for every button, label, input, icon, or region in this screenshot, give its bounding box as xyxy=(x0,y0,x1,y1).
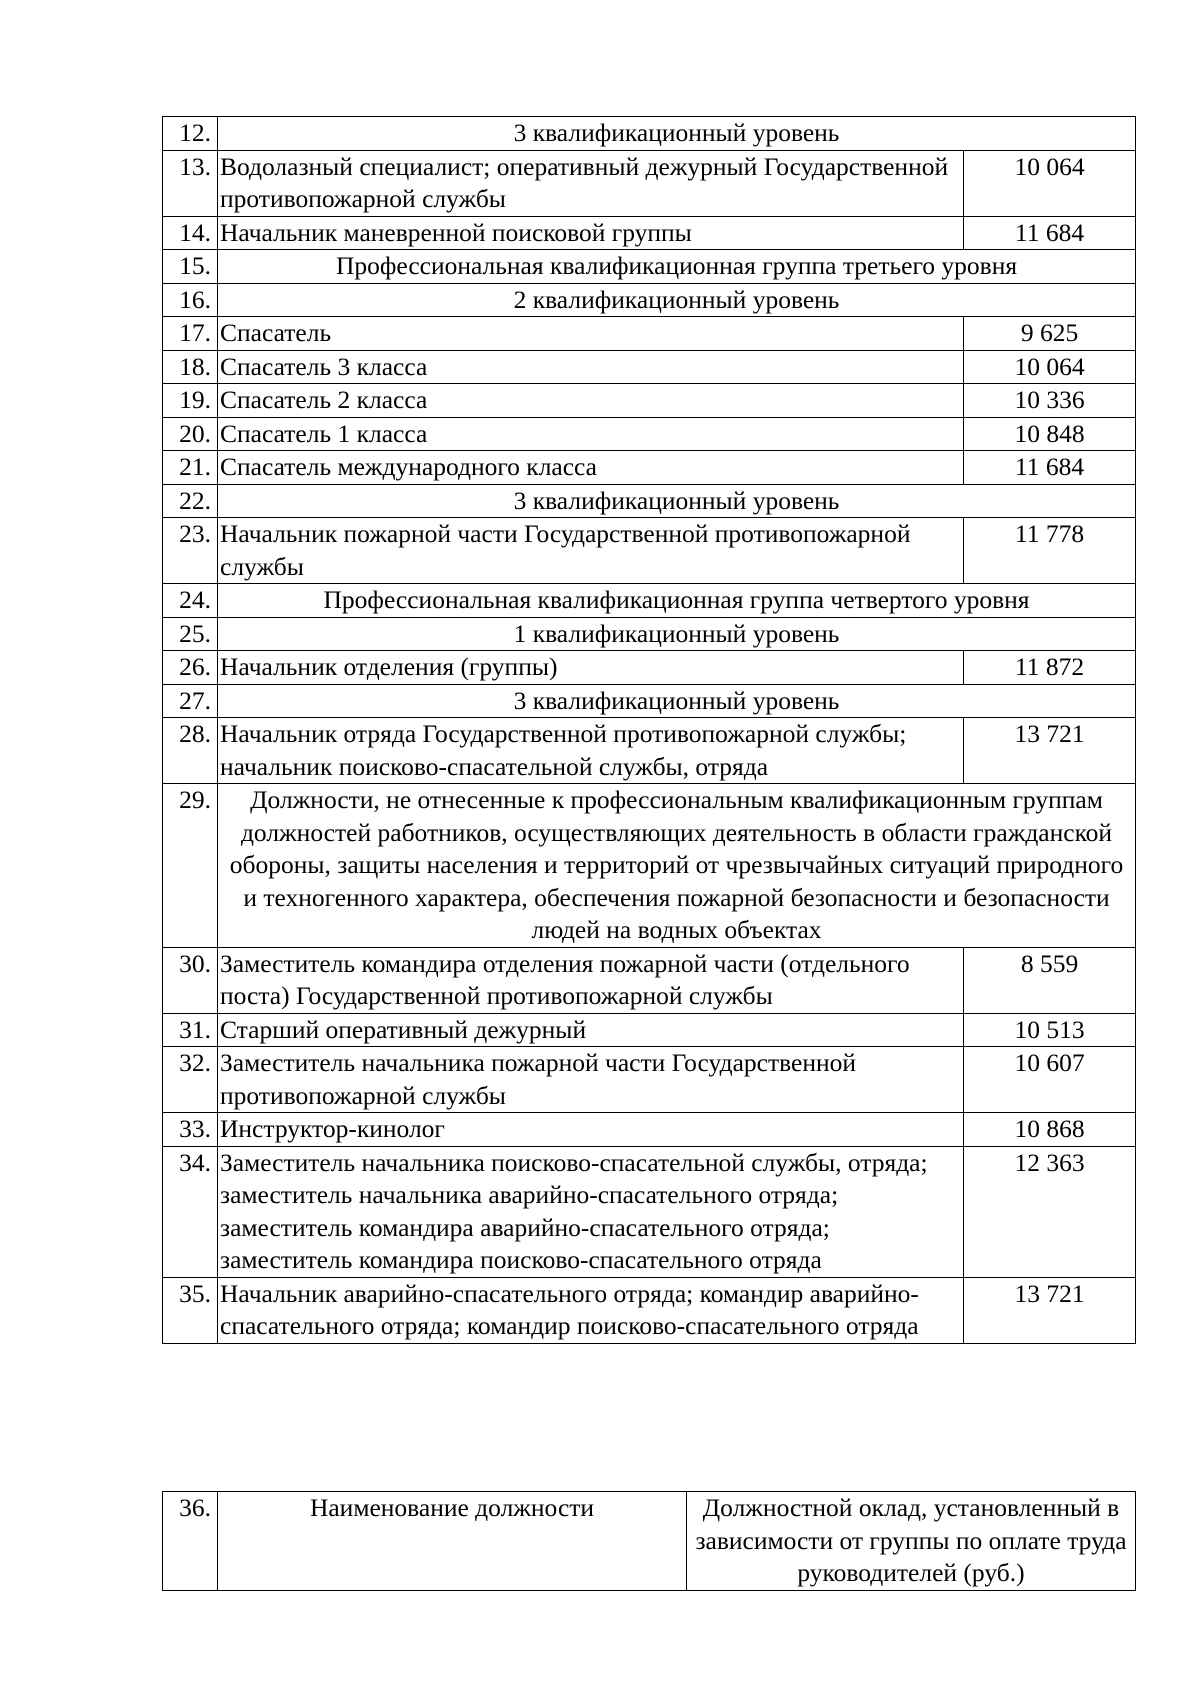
row-number: 15. xyxy=(163,250,218,284)
qualification-heading: 2 квалификационный уровень xyxy=(218,283,1136,317)
position-name: Спасатель 3 класса xyxy=(218,350,964,384)
position-name: Заместитель командира отделения пожарной части (отдельного поста) Государственной противопожарной службы xyxy=(218,947,964,1013)
salary-value: 13 721 xyxy=(964,1277,1136,1343)
row-number: 32. xyxy=(163,1047,218,1113)
position-name: Спасатель международного класса xyxy=(218,451,964,485)
group-header-row xyxy=(163,484,1136,518)
qualification-heading: Профессиональная квалификационная группа четвертого уровня xyxy=(218,584,1136,618)
row-number: 36. xyxy=(163,1492,218,1591)
position-name: Заместитель начальника поисково-спасательной службы, отряда; заместитель начальника аварийно-спасательного отряда; заместитель командира аварийно-спасательного отряда; заместитель командира поисково-спасательного отряда xyxy=(218,1146,964,1277)
position-name: Инструктор-кинолог xyxy=(218,1113,964,1147)
salary-value: 11 872 xyxy=(964,651,1136,685)
salary-value: 11 684 xyxy=(964,451,1136,485)
row-number: 35. xyxy=(163,1277,218,1343)
position-name: Начальник аварийно-спасательного отряда; командир аварийно-спасательного отряда; командир поисково-спасательного отряда xyxy=(218,1277,964,1343)
row-number: 30. xyxy=(163,947,218,1013)
group-header-row xyxy=(163,117,1136,151)
salary-value: 10 513 xyxy=(964,1013,1136,1047)
salary-value: 10 868 xyxy=(964,1113,1136,1147)
table-row xyxy=(163,947,1136,1013)
row-number: 18. xyxy=(163,350,218,384)
position-name: Спасатель 2 класса xyxy=(218,384,964,418)
group-header-row xyxy=(163,684,1136,718)
group-header-row xyxy=(163,584,1136,618)
table-row xyxy=(163,1277,1136,1343)
table-row xyxy=(163,216,1136,250)
salary-value: 11 778 xyxy=(964,518,1136,584)
table-row xyxy=(163,1047,1136,1113)
salary-value: 12 363 xyxy=(964,1146,1136,1277)
group-header-row xyxy=(163,784,1136,948)
row-number: 27. xyxy=(163,684,218,718)
group-header-row xyxy=(163,250,1136,284)
row-number: 29. xyxy=(163,784,218,948)
row-number: 12. xyxy=(163,117,218,151)
salary-value: 9 625 xyxy=(964,317,1136,351)
section-heading: Должности, не отнесенные к профессиональным квалификационным группам должностей работников, осуществляющих деятельность в области гражданской обороны, защиты населения и территорий от чрезвычайных ситуаций природного и техногенного характера, обеспечения пожарной безопасности и безопасности людей на водных объектах xyxy=(218,784,1136,948)
table-row xyxy=(163,1113,1136,1147)
table-row xyxy=(163,651,1136,685)
table-row xyxy=(163,384,1136,418)
position-name: Спасатель xyxy=(218,317,964,351)
position-name: Спасатель 1 класса xyxy=(218,417,964,451)
row-number: 28. xyxy=(163,718,218,784)
table-row xyxy=(163,718,1136,784)
table-row xyxy=(163,1492,1136,1591)
salary-value: 13 721 xyxy=(964,718,1136,784)
table-row xyxy=(163,150,1136,216)
salary-value: 8 559 xyxy=(964,947,1136,1013)
row-number: 13. xyxy=(163,150,218,216)
table-row xyxy=(163,518,1136,584)
row-number: 22. xyxy=(163,484,218,518)
position-name: Начальник отделения (группы) xyxy=(218,651,964,685)
row-number: 26. xyxy=(163,651,218,685)
table-row xyxy=(163,451,1136,485)
position-name: Старший оперативный дежурный xyxy=(218,1013,964,1047)
salary-value: 10 848 xyxy=(964,417,1136,451)
row-number: 33. xyxy=(163,1113,218,1147)
position-name: Водолазный специалист; оперативный дежурный Государственной противопожарной службы xyxy=(218,150,964,216)
qualification-heading: 1 квалификационный уровень xyxy=(218,617,1136,651)
row-number: 25. xyxy=(163,617,218,651)
column-header-name: Наименование должности xyxy=(218,1492,687,1591)
row-number: 19. xyxy=(163,384,218,418)
row-number: 34. xyxy=(163,1146,218,1277)
row-number: 21. xyxy=(163,451,218,485)
position-name: Заместитель начальника пожарной части Государственной противопожарной службы xyxy=(218,1047,964,1113)
position-name: Начальник маневренной поисковой группы xyxy=(218,216,964,250)
salary-value: 10 064 xyxy=(964,150,1136,216)
salary-value: 11 684 xyxy=(964,216,1136,250)
salary-table xyxy=(162,116,1136,1344)
column-header-salary: Должностной оклад, установленный в зависимости от группы по оплате труда руководителей (руб.) xyxy=(687,1492,1136,1591)
qualification-heading: Профессиональная квалификационная группа третьего уровня xyxy=(218,250,1136,284)
qualification-heading: 3 квалификационный уровень xyxy=(218,684,1136,718)
table-row xyxy=(163,317,1136,351)
row-number: 23. xyxy=(163,518,218,584)
table-row xyxy=(163,350,1136,384)
table-row xyxy=(163,417,1136,451)
row-number: 24. xyxy=(163,584,218,618)
group-header-row xyxy=(163,617,1136,651)
salary-value: 10 336 xyxy=(964,384,1136,418)
position-name: Начальник пожарной части Государственной противопожарной службы xyxy=(218,518,964,584)
row-number: 31. xyxy=(163,1013,218,1047)
table-row xyxy=(163,1146,1136,1277)
position-name: Начальник отряда Государственной противопожарной службы; начальник поисково-спасательной службы, отряда xyxy=(218,718,964,784)
group-header-row xyxy=(163,283,1136,317)
salary-value: 10 064 xyxy=(964,350,1136,384)
row-number: 20. xyxy=(163,417,218,451)
header-repeat-table xyxy=(162,1491,1136,1591)
qualification-heading: 3 квалификационный уровень xyxy=(218,484,1136,518)
row-number: 16. xyxy=(163,283,218,317)
table-row xyxy=(163,1013,1136,1047)
salary-value: 10 607 xyxy=(964,1047,1136,1113)
row-number: 14. xyxy=(163,216,218,250)
row-number: 17. xyxy=(163,317,218,351)
qualification-heading: 3 квалификационный уровень xyxy=(218,117,1136,151)
